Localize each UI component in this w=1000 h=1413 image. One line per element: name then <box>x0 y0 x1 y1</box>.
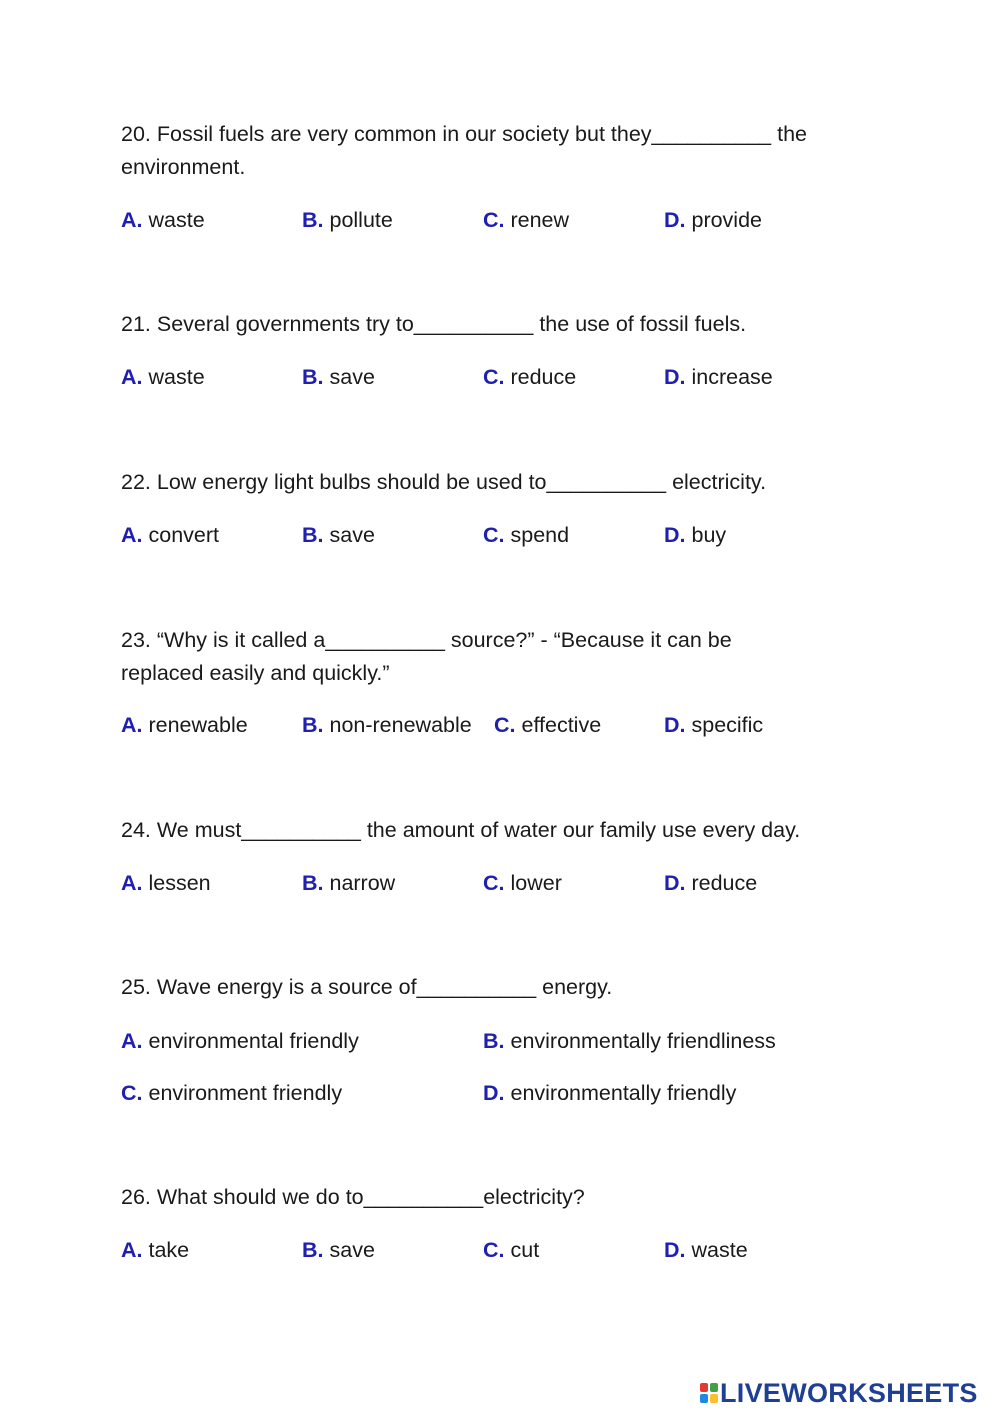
question-23-option-c[interactable]: C. effective <box>494 713 602 737</box>
question-20-line-1: 20. Fossil fuels are very common in our society but they__________ the <box>121 122 807 146</box>
question-23-line-1: 23. “Why is it called a__________ source?” - “Because it can be <box>121 628 732 652</box>
question-20-option-a[interactable]: A. waste <box>121 208 205 232</box>
logo-square-v <box>700 1394 708 1403</box>
question-25-option-a[interactable]: A. environmental friendly <box>121 1029 359 1053</box>
question-25-line-1: 25. Wave energy is a source of__________ energy. <box>121 975 613 999</box>
question-25-option-b[interactable]: B. environmentally friendliness <box>483 1029 776 1053</box>
question-24-option-d[interactable]: D. reduce <box>664 871 758 895</box>
question-22 <box>121 466 891 499</box>
question-21-option-a[interactable]: A. waste <box>121 365 205 389</box>
question-23-line-2: replaced easily and quickly.” <box>121 661 390 685</box>
brand-name: LIVEWORKSHEETS <box>720 1377 978 1408</box>
question-21-option-c[interactable]: C. reduce <box>483 365 577 389</box>
question-24-line-1: 24. We must__________ the amount of water our family use every day. <box>121 818 801 842</box>
question-24-option-c[interactable]: C. lower <box>483 871 562 895</box>
question-22-option-a[interactable]: A. convert <box>121 523 219 547</box>
question-21 <box>121 308 891 341</box>
question-22-option-b[interactable]: B. save <box>302 523 375 547</box>
question-20-option-c[interactable]: C. renew <box>483 208 570 232</box>
question-23-option-d[interactable]: D. specific <box>664 713 764 737</box>
logo-square-l <box>700 1383 708 1392</box>
liveworksheets-logo-icon <box>700 1383 718 1403</box>
question-20 <box>121 118 891 184</box>
question-24 <box>121 814 891 847</box>
question-22-option-c[interactable]: C. spend <box>483 523 570 547</box>
question-20-option-b[interactable]: B. pollute <box>302 208 393 232</box>
logo-square-e <box>710 1394 718 1403</box>
question-26-option-c[interactable]: C. cut <box>483 1238 540 1262</box>
question-25-option-c[interactable]: C. environment friendly <box>121 1081 343 1105</box>
question-26-option-b[interactable]: B. save <box>302 1238 375 1262</box>
question-25-option-d[interactable]: D. environmentally friendly <box>483 1081 737 1105</box>
question-25 <box>121 971 891 1004</box>
question-21-line-1: 21. Several governments try to__________ the use of fossil fuels. <box>121 312 747 336</box>
liveworksheets-brand <box>700 1378 978 1408</box>
question-22-line-1: 22. Low energy light bulbs should be used to__________ electricity. <box>121 470 767 494</box>
question-23-option-b[interactable]: B. non-renewable <box>302 713 472 737</box>
question-24-option-a[interactable]: A. lessen <box>121 871 211 895</box>
question-20-option-d[interactable]: D. provide <box>664 208 762 232</box>
question-26-option-a[interactable]: A. take <box>121 1238 190 1262</box>
question-26-option-d[interactable]: D. waste <box>664 1238 748 1262</box>
question-20-line-2: environment. <box>121 155 246 179</box>
question-26-line-1: 26. What should we do to__________electricity? <box>121 1185 585 1209</box>
question-23-option-a[interactable]: A. renewable <box>121 713 248 737</box>
question-24-option-b[interactable]: B. narrow <box>302 871 396 895</box>
question-21-option-b[interactable]: B. save <box>302 365 375 389</box>
question-23 <box>121 624 891 690</box>
question-22-option-d[interactable]: D. buy <box>664 523 727 547</box>
question-26 <box>121 1181 891 1214</box>
question-21-option-d[interactable]: D. increase <box>664 365 773 389</box>
logo-square-i <box>710 1383 718 1392</box>
